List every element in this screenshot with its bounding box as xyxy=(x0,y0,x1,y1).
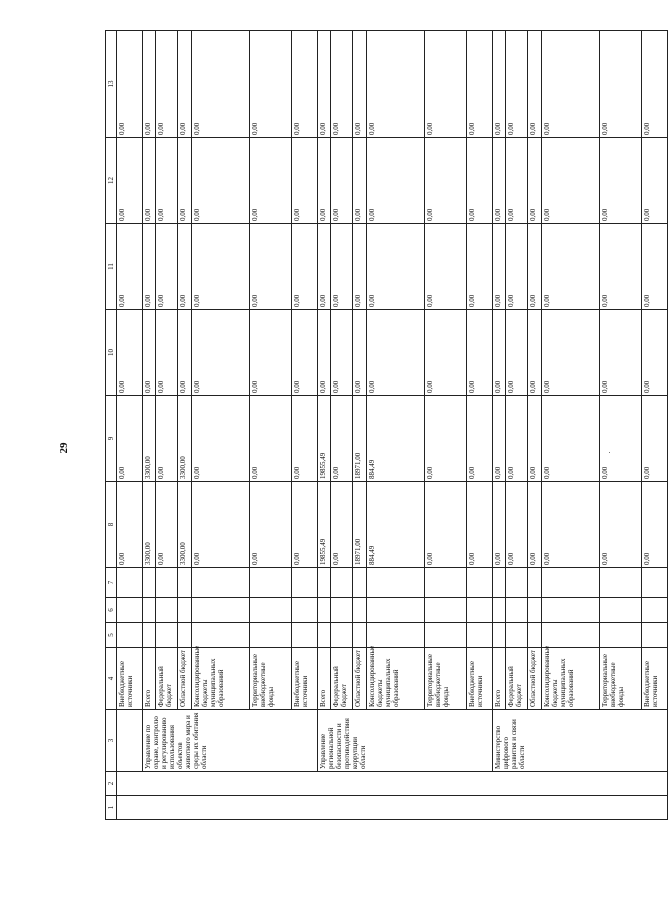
value-cell: 0,00 xyxy=(528,310,542,396)
value-cell: 0,00 xyxy=(156,396,178,482)
value-cell: 19855,49 xyxy=(318,396,331,482)
table-row xyxy=(331,31,353,820)
value-cell: 0,00 xyxy=(292,396,318,482)
value-cell: 3300,00 xyxy=(143,396,156,482)
table-row xyxy=(353,31,367,820)
empty-cell xyxy=(425,598,467,623)
table-row xyxy=(117,31,143,820)
value-cell: 0,00 xyxy=(192,482,250,568)
value-cell: 0,00 xyxy=(178,31,192,138)
funding-source-cell: Областной бюджет xyxy=(178,648,192,710)
empty-cell xyxy=(156,623,178,648)
value-cell: 0,00 xyxy=(192,138,250,224)
value-cell: 0,00 xyxy=(117,224,143,310)
value-cell: 0,00 xyxy=(600,31,642,138)
column-number-cell: 1 xyxy=(106,796,117,820)
value-cell: 0,00 xyxy=(425,482,467,568)
empty-cell xyxy=(143,568,156,598)
value-cell: 0,00 xyxy=(467,482,493,568)
col-2-cell xyxy=(117,772,668,796)
table-row xyxy=(493,31,506,820)
table-row xyxy=(600,31,642,820)
value-cell: 0,00 xyxy=(331,224,353,310)
executor-cell: Управление региональной безопасности и противодействия коррупции области xyxy=(318,710,493,772)
funding-source-cell: Федеральный бюджет xyxy=(331,648,353,710)
empty-cell xyxy=(192,568,250,598)
funding-source-cell: Всего xyxy=(143,648,156,710)
value-cell: 0,00 xyxy=(367,138,425,224)
empty-cell xyxy=(331,568,353,598)
value-cell: 0,00 xyxy=(528,396,542,482)
value-cell: 0,00 xyxy=(318,310,331,396)
executor-cell xyxy=(117,710,143,772)
empty-cell xyxy=(425,623,467,648)
value-cell: 0,00 xyxy=(117,482,143,568)
column-number-cell: 13 xyxy=(106,31,117,138)
empty-cell xyxy=(600,598,642,623)
value-cell: 0,00 xyxy=(292,224,318,310)
funding-source-cell: Внебюджетные источники xyxy=(117,648,143,710)
value-cell: 0,00 xyxy=(493,310,506,396)
value-cell: 0,00 xyxy=(506,138,528,224)
value-cell: 18971,00 xyxy=(353,482,367,568)
value-cell: 0,00 xyxy=(318,31,331,138)
table-row xyxy=(318,31,331,820)
value-cell: 0,00 xyxy=(367,310,425,396)
empty-cell xyxy=(600,623,642,648)
executor-cell: Управление по охране, контролю и регулированию использования объектов животного мира и среды их обитания области xyxy=(143,710,318,772)
col-1-cell xyxy=(117,796,668,820)
empty-cell xyxy=(353,623,367,648)
table-row xyxy=(292,31,318,820)
value-cell: 0,00 xyxy=(542,396,600,482)
value-cell: 0,00 xyxy=(143,310,156,396)
value-cell: 0,00 xyxy=(528,224,542,310)
empty-cell xyxy=(178,598,192,623)
value-cell: 0,00 xyxy=(506,224,528,310)
value-cell: 0,00 xyxy=(156,482,178,568)
funding-source-cell: Всего xyxy=(318,648,331,710)
value-cell: 0,00 xyxy=(600,396,642,482)
value-cell: 0,00 xyxy=(178,138,192,224)
value-cell: 0,00 xyxy=(493,138,506,224)
empty-cell xyxy=(467,623,493,648)
empty-cell xyxy=(117,568,143,598)
value-cell: 0,00 xyxy=(493,224,506,310)
empty-cell xyxy=(367,598,425,623)
empty-cell xyxy=(542,623,600,648)
value-cell: 0,00 xyxy=(467,310,493,396)
value-cell: 0,00 xyxy=(425,310,467,396)
value-cell: 0,00 xyxy=(353,224,367,310)
empty-cell xyxy=(292,568,318,598)
funding-source-cell: Территориальные внебюджетные фонды xyxy=(425,648,467,710)
empty-cell xyxy=(331,623,353,648)
value-cell: 0,00 xyxy=(250,138,292,224)
empty-cell xyxy=(642,623,668,648)
value-cell: 0,00 xyxy=(156,310,178,396)
funding-source-cell: Областной бюджет xyxy=(353,648,367,710)
empty-cell xyxy=(117,598,143,623)
table-row xyxy=(542,31,600,820)
value-cell: 0,00 xyxy=(528,482,542,568)
empty-cell xyxy=(528,568,542,598)
empty-cell xyxy=(143,598,156,623)
funding-source-cell: Областной бюджет xyxy=(528,648,542,710)
value-cell: 3300,00 xyxy=(178,482,192,568)
column-number-cell: 11 xyxy=(106,224,117,310)
value-cell: 0,00 xyxy=(600,138,642,224)
empty-cell xyxy=(506,598,528,623)
table-row xyxy=(178,31,192,820)
value-cell: 0,00 xyxy=(467,138,493,224)
empty-cell xyxy=(353,568,367,598)
value-cell: 0,00 xyxy=(600,310,642,396)
table-frame xyxy=(105,45,659,820)
value-cell: 0,00 xyxy=(292,31,318,138)
empty-cell xyxy=(528,623,542,648)
column-number-cell: 5 xyxy=(106,623,117,648)
value-cell: 0,00 xyxy=(117,310,143,396)
value-cell: 0,00 xyxy=(506,310,528,396)
column-number-cell: 2 xyxy=(106,772,117,796)
value-cell: 0,00 xyxy=(467,396,493,482)
value-cell: 0,00 xyxy=(425,138,467,224)
empty-cell xyxy=(250,568,292,598)
column-number-row xyxy=(106,31,117,820)
table-row xyxy=(250,31,292,820)
empty-cell xyxy=(367,568,425,598)
table-row xyxy=(143,31,156,820)
empty-cell xyxy=(292,598,318,623)
value-cell: 0,00 xyxy=(353,310,367,396)
value-cell: 0,00 xyxy=(642,138,668,224)
rotated-table-container xyxy=(105,45,659,820)
table-row xyxy=(506,31,528,820)
value-cell: 0,00 xyxy=(493,396,506,482)
empty-cell xyxy=(542,568,600,598)
funding-source-cell: Федеральный бюджет xyxy=(506,648,528,710)
value-cell: 0,00 xyxy=(467,31,493,138)
table-row xyxy=(467,31,493,820)
value-cell: 0,00 xyxy=(642,224,668,310)
funding-source-cell: Внебюджетные источники xyxy=(292,648,318,710)
value-cell: 0,00 xyxy=(250,31,292,138)
empty-cell xyxy=(178,568,192,598)
value-cell: 0,00 xyxy=(331,310,353,396)
empty-cell xyxy=(493,623,506,648)
empty-cell xyxy=(292,623,318,648)
value-cell: 0,00 xyxy=(156,224,178,310)
value-cell: 0,00 xyxy=(528,31,542,138)
table-row xyxy=(425,31,467,820)
value-cell: 0,00 xyxy=(506,396,528,482)
value-cell: 0,00 xyxy=(331,482,353,568)
value-cell: 0,00 xyxy=(292,138,318,224)
column-number-cell: 9 xyxy=(106,396,117,482)
value-cell: 0,00 xyxy=(117,138,143,224)
value-cell: 0,00 xyxy=(143,138,156,224)
page-number: 29 xyxy=(58,442,70,454)
table-row xyxy=(156,31,178,820)
value-cell: 884,49 xyxy=(367,482,425,568)
value-cell: 0,00 xyxy=(156,138,178,224)
column-number-cell: 4 xyxy=(106,648,117,710)
empty-cell xyxy=(192,623,250,648)
value-cell: 0,00 xyxy=(250,310,292,396)
value-cell: 0,00 xyxy=(642,310,668,396)
value-cell: 3300,00 xyxy=(143,482,156,568)
table-row xyxy=(528,31,542,820)
empty-cell xyxy=(493,598,506,623)
value-cell: 0,00 xyxy=(353,138,367,224)
column-number-cell: 6 xyxy=(106,598,117,623)
value-cell: 0,00 xyxy=(156,31,178,138)
empty-cell xyxy=(156,598,178,623)
funding-source-cell: Консолидированные бюджеты муниципальных образований xyxy=(542,648,600,710)
value-cell: 0,00 xyxy=(117,31,143,138)
empty-cell xyxy=(117,623,143,648)
value-cell: 0,00 xyxy=(250,224,292,310)
value-cell: 884,49 xyxy=(367,396,425,482)
empty-cell xyxy=(528,598,542,623)
column-number-cell: 12 xyxy=(106,138,117,224)
funding-source-cell: Консолидированные бюджеты муниципальных образований xyxy=(367,648,425,710)
budget-table xyxy=(105,30,668,820)
value-cell: 0,00 xyxy=(353,31,367,138)
value-cell: 18971,00 xyxy=(353,396,367,482)
value-cell: 0,00 xyxy=(192,31,250,138)
value-cell: 0,00 xyxy=(292,310,318,396)
empty-cell xyxy=(493,568,506,598)
value-cell: 0,00 xyxy=(192,396,250,482)
funding-source-cell: Всего xyxy=(493,648,506,710)
executor-cell: Министерство цифрового развития и связи области xyxy=(493,710,668,772)
value-cell: 0,00 xyxy=(331,396,353,482)
table-row xyxy=(642,31,668,820)
value-cell: 0,00 xyxy=(642,31,668,138)
value-cell: 0,00 xyxy=(367,31,425,138)
empty-cell xyxy=(642,598,668,623)
value-cell: 0,00 xyxy=(331,138,353,224)
value-cell: 0,00 xyxy=(425,224,467,310)
value-cell: 0,00 xyxy=(367,224,425,310)
value-cell: 0,00 xyxy=(192,310,250,396)
funding-source-cell: Федеральный бюджет xyxy=(156,648,178,710)
value-cell: 0,00 xyxy=(117,396,143,482)
empty-cell xyxy=(353,598,367,623)
funding-source-cell: Территориальные внебюджетные фонды xyxy=(250,648,292,710)
funding-source-cell: Внебюджетные источники xyxy=(642,648,668,710)
table-row xyxy=(192,31,250,820)
value-cell: 0,00 xyxy=(600,224,642,310)
empty-cell xyxy=(143,623,156,648)
value-cell: 0,00 xyxy=(250,396,292,482)
value-cell: 19855,49 xyxy=(318,482,331,568)
value-cell: 0,00 xyxy=(506,31,528,138)
value-cell: 0,00 xyxy=(192,224,250,310)
value-cell: 0,00 xyxy=(642,396,668,482)
empty-cell xyxy=(467,568,493,598)
empty-cell xyxy=(318,623,331,648)
value-cell: 0,00 xyxy=(506,482,528,568)
empty-cell xyxy=(331,598,353,623)
empty-cell xyxy=(425,568,467,598)
funding-source-cell: Территориальные внебюджетные фонды xyxy=(600,648,642,710)
value-cell: 0,00 xyxy=(331,31,353,138)
value-cell: 0,00 xyxy=(493,482,506,568)
value-cell: 0,00 xyxy=(542,310,600,396)
value-cell: 3300,00 xyxy=(178,396,192,482)
value-cell: 0,00 xyxy=(250,482,292,568)
value-cell: 0,00 xyxy=(425,31,467,138)
value-cell: 0,00 xyxy=(318,138,331,224)
column-number-cell: 8 xyxy=(106,482,117,568)
value-cell: 0,00 xyxy=(600,482,642,568)
empty-cell xyxy=(600,568,642,598)
value-cell: 0,00 xyxy=(178,310,192,396)
value-cell: 0,00 xyxy=(542,224,600,310)
empty-cell xyxy=(642,568,668,598)
empty-cell xyxy=(178,623,192,648)
value-cell: 0,00 xyxy=(493,31,506,138)
funding-source-cell: Консолидированные бюджеты муниципальных образований xyxy=(192,648,250,710)
empty-cell xyxy=(318,598,331,623)
value-cell: 0,00 xyxy=(292,482,318,568)
empty-cell xyxy=(250,598,292,623)
value-cell: 0,00 xyxy=(318,224,331,310)
value-cell: 0,00 xyxy=(542,31,600,138)
column-number-cell: 10 xyxy=(106,310,117,396)
empty-cell xyxy=(318,568,331,598)
funding-source-cell: Внебюджетные источники xyxy=(467,648,493,710)
value-cell: 0,00 xyxy=(467,224,493,310)
table-row xyxy=(367,31,425,820)
empty-cell xyxy=(542,598,600,623)
empty-cell xyxy=(506,623,528,648)
empty-cell xyxy=(467,598,493,623)
empty-cell xyxy=(192,598,250,623)
value-cell: 0,00 xyxy=(143,31,156,138)
column-number-cell: 7 xyxy=(106,568,117,598)
empty-cell xyxy=(506,568,528,598)
value-cell: 0,00 xyxy=(642,482,668,568)
value-cell: 0,00 xyxy=(542,138,600,224)
value-cell: 0,00 xyxy=(425,396,467,482)
column-number-cell: 3 xyxy=(106,710,117,772)
empty-cell xyxy=(156,568,178,598)
empty-cell xyxy=(367,623,425,648)
empty-cell xyxy=(250,623,292,648)
value-cell: 0,00 xyxy=(143,224,156,310)
value-cell: 0,00 xyxy=(178,224,192,310)
value-cell: 0,00 xyxy=(542,482,600,568)
value-cell: 0,00 xyxy=(528,138,542,224)
